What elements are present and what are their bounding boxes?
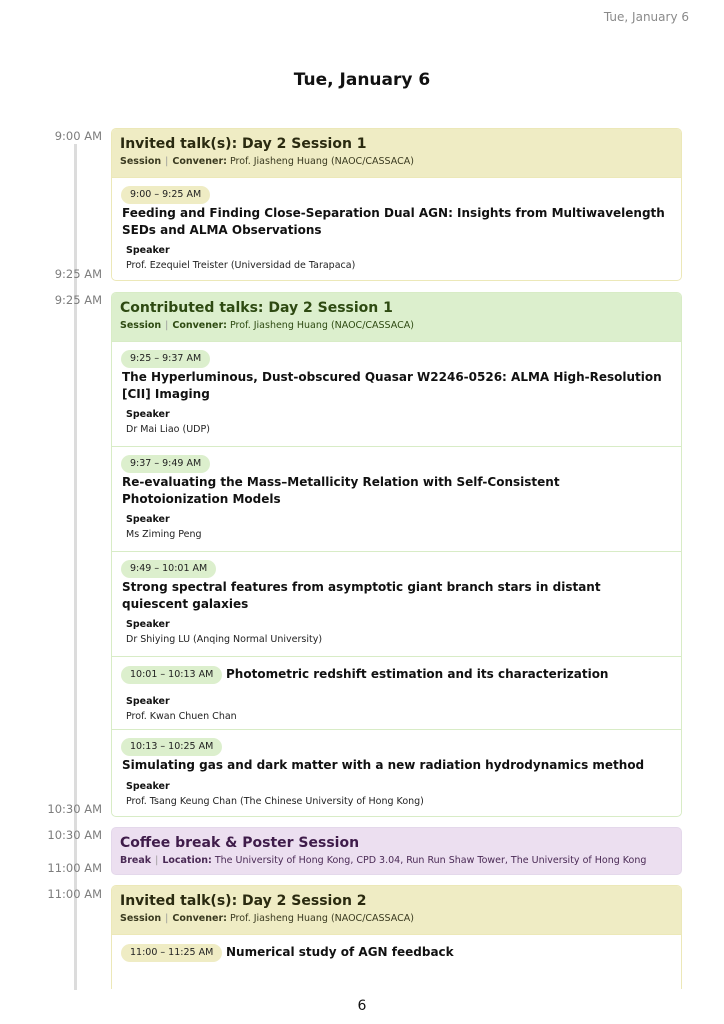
speaker-name: Ms Ziming Peng bbox=[126, 529, 202, 540]
session-block-contributed-1 bbox=[111, 292, 682, 817]
talk-title[interactable]: Simulating gas and dark matter with a new radiation hydrodynamics method bbox=[122, 758, 645, 772]
talk-item[interactable] bbox=[112, 551, 681, 656]
session-block-invited-2 bbox=[111, 885, 682, 989]
break-title[interactable]: Coffee break & Poster Session bbox=[120, 835, 360, 851]
talk-item[interactable] bbox=[112, 446, 681, 551]
break-block bbox=[111, 827, 682, 875]
time-label-start: 9:25 AM bbox=[54, 293, 102, 307]
session-meta: Session | Convener: Prof. Jiasheng Huang (NAOC/CASSACA) bbox=[120, 320, 414, 331]
talk-time-badge: 11:00 – 11:25 AM bbox=[121, 944, 222, 962]
time-label-end: 11:00 AM bbox=[47, 861, 102, 875]
talk-title[interactable]: Numerical study of AGN feedback bbox=[226, 945, 454, 959]
talk-item[interactable] bbox=[112, 341, 681, 446]
session-block-invited-1 bbox=[111, 128, 682, 281]
session-header bbox=[112, 886, 681, 934]
meta-label: Convener: bbox=[172, 320, 227, 331]
talk-time-badge: 9:00 – 9:25 AM bbox=[121, 186, 210, 204]
talk-item[interactable] bbox=[112, 934, 681, 989]
talk-item[interactable] bbox=[112, 177, 681, 279]
talk-title[interactable]: Re-evaluating the Mass–Metallicity Relation with Self-Consistent Photoionization Models bbox=[122, 475, 560, 506]
speaker-name: Dr Mai Liao (UDP) bbox=[126, 424, 210, 435]
speaker-name: Prof. Tsang Keung Chan (The Chinese University of Hong Kong) bbox=[126, 796, 424, 807]
page-number: 6 bbox=[357, 998, 367, 1014]
talk-time-badge: 10:13 – 10:25 AM bbox=[121, 738, 222, 756]
speaker-label: Speaker bbox=[126, 514, 170, 525]
talk-item[interactable] bbox=[112, 656, 681, 729]
session-meta: Session | Convener: Prof. Jiasheng Huang (NAOC/CASSACA) bbox=[120, 913, 414, 924]
session-header bbox=[112, 293, 681, 341]
session-type: Session bbox=[120, 320, 162, 331]
running-header-date: Tue, January 6 bbox=[603, 10, 689, 24]
session-title[interactable]: Invited talk(s): Day 2 Session 1 bbox=[120, 136, 367, 152]
time-label-end: 10:30 AM bbox=[47, 802, 102, 816]
break-header bbox=[112, 828, 681, 873]
speaker-label: Speaker bbox=[126, 619, 170, 630]
talk-time-badge: 9:37 – 9:49 AM bbox=[121, 455, 210, 473]
speaker-label: Speaker bbox=[126, 696, 170, 707]
page-title: Tue, January 6 bbox=[293, 70, 431, 90]
talk-title[interactable]: Photometric redshift estimation and its characterization bbox=[226, 667, 609, 681]
speaker-label: Speaker bbox=[126, 245, 170, 256]
session-type: Session bbox=[120, 913, 162, 924]
talk-time-badge: 10:01 – 10:13 AM bbox=[121, 666, 222, 684]
convener-name: Prof. Jiasheng Huang (NAOC/CASSACA) bbox=[229, 913, 414, 924]
speaker-name: Prof. Ezequiel Treister (Universidad de Tarapaca) bbox=[126, 260, 356, 271]
break-location: The University of Hong Kong, CPD 3.04, Run Run Shaw Tower, The University of Hong Kong bbox=[214, 855, 647, 866]
break-meta: Break | Location: The University of Hong Kong, CPD 3.04, Run Run Shaw Tower, The University of Hong Kong bbox=[120, 855, 647, 866]
meta-label: Convener: bbox=[172, 156, 227, 167]
time-label-start: 9:00 AM bbox=[54, 129, 102, 143]
session-title[interactable]: Invited talk(s): Day 2 Session 2 bbox=[120, 893, 367, 909]
session-header bbox=[112, 129, 681, 177]
talk-title[interactable]: Feeding and Finding Close-Separation Dual AGN: Insights from Multiwavelength SEDs and ALMA Observations bbox=[122, 206, 665, 237]
time-label-start: 11:00 AM bbox=[47, 887, 102, 901]
meta-label: Location: bbox=[162, 855, 212, 866]
speaker-label: Speaker bbox=[126, 781, 170, 792]
session-type: Session bbox=[120, 156, 162, 167]
convener-name: Prof. Jiasheng Huang (NAOC/CASSACA) bbox=[229, 320, 414, 331]
meta-label: Convener: bbox=[172, 913, 227, 924]
session-meta: Session | Convener: Prof. Jiasheng Huang (NAOC/CASSACA) bbox=[120, 156, 414, 167]
session-title[interactable]: Contributed talks: Day 2 Session 1 bbox=[120, 300, 393, 316]
speaker-label: Speaker bbox=[126, 409, 170, 420]
time-label-end: 9:25 AM bbox=[54, 267, 102, 281]
speaker-name: Prof. Kwan Chuen Chan bbox=[126, 711, 237, 722]
talk-title[interactable]: Strong spectral features from asymptotic giant branch stars in distant quiescent galaxies bbox=[122, 580, 601, 611]
time-label-start: 10:30 AM bbox=[47, 828, 102, 842]
talk-title[interactable]: The Hyperluminous, Dust-obscured Quasar W2246-0526: ALMA High-Resolution [CII] Imaging bbox=[122, 370, 662, 401]
convener-name: Prof. Jiasheng Huang (NAOC/CASSACA) bbox=[229, 156, 414, 167]
talk-time-badge: 9:25 – 9:37 AM bbox=[121, 350, 210, 368]
speaker-name: Dr Shiying LU (Anqing Normal University) bbox=[126, 634, 323, 645]
break-type: Break bbox=[120, 855, 152, 866]
talk-item[interactable] bbox=[112, 729, 681, 814]
talk-time-badge: 9:49 – 10:01 AM bbox=[121, 560, 216, 578]
